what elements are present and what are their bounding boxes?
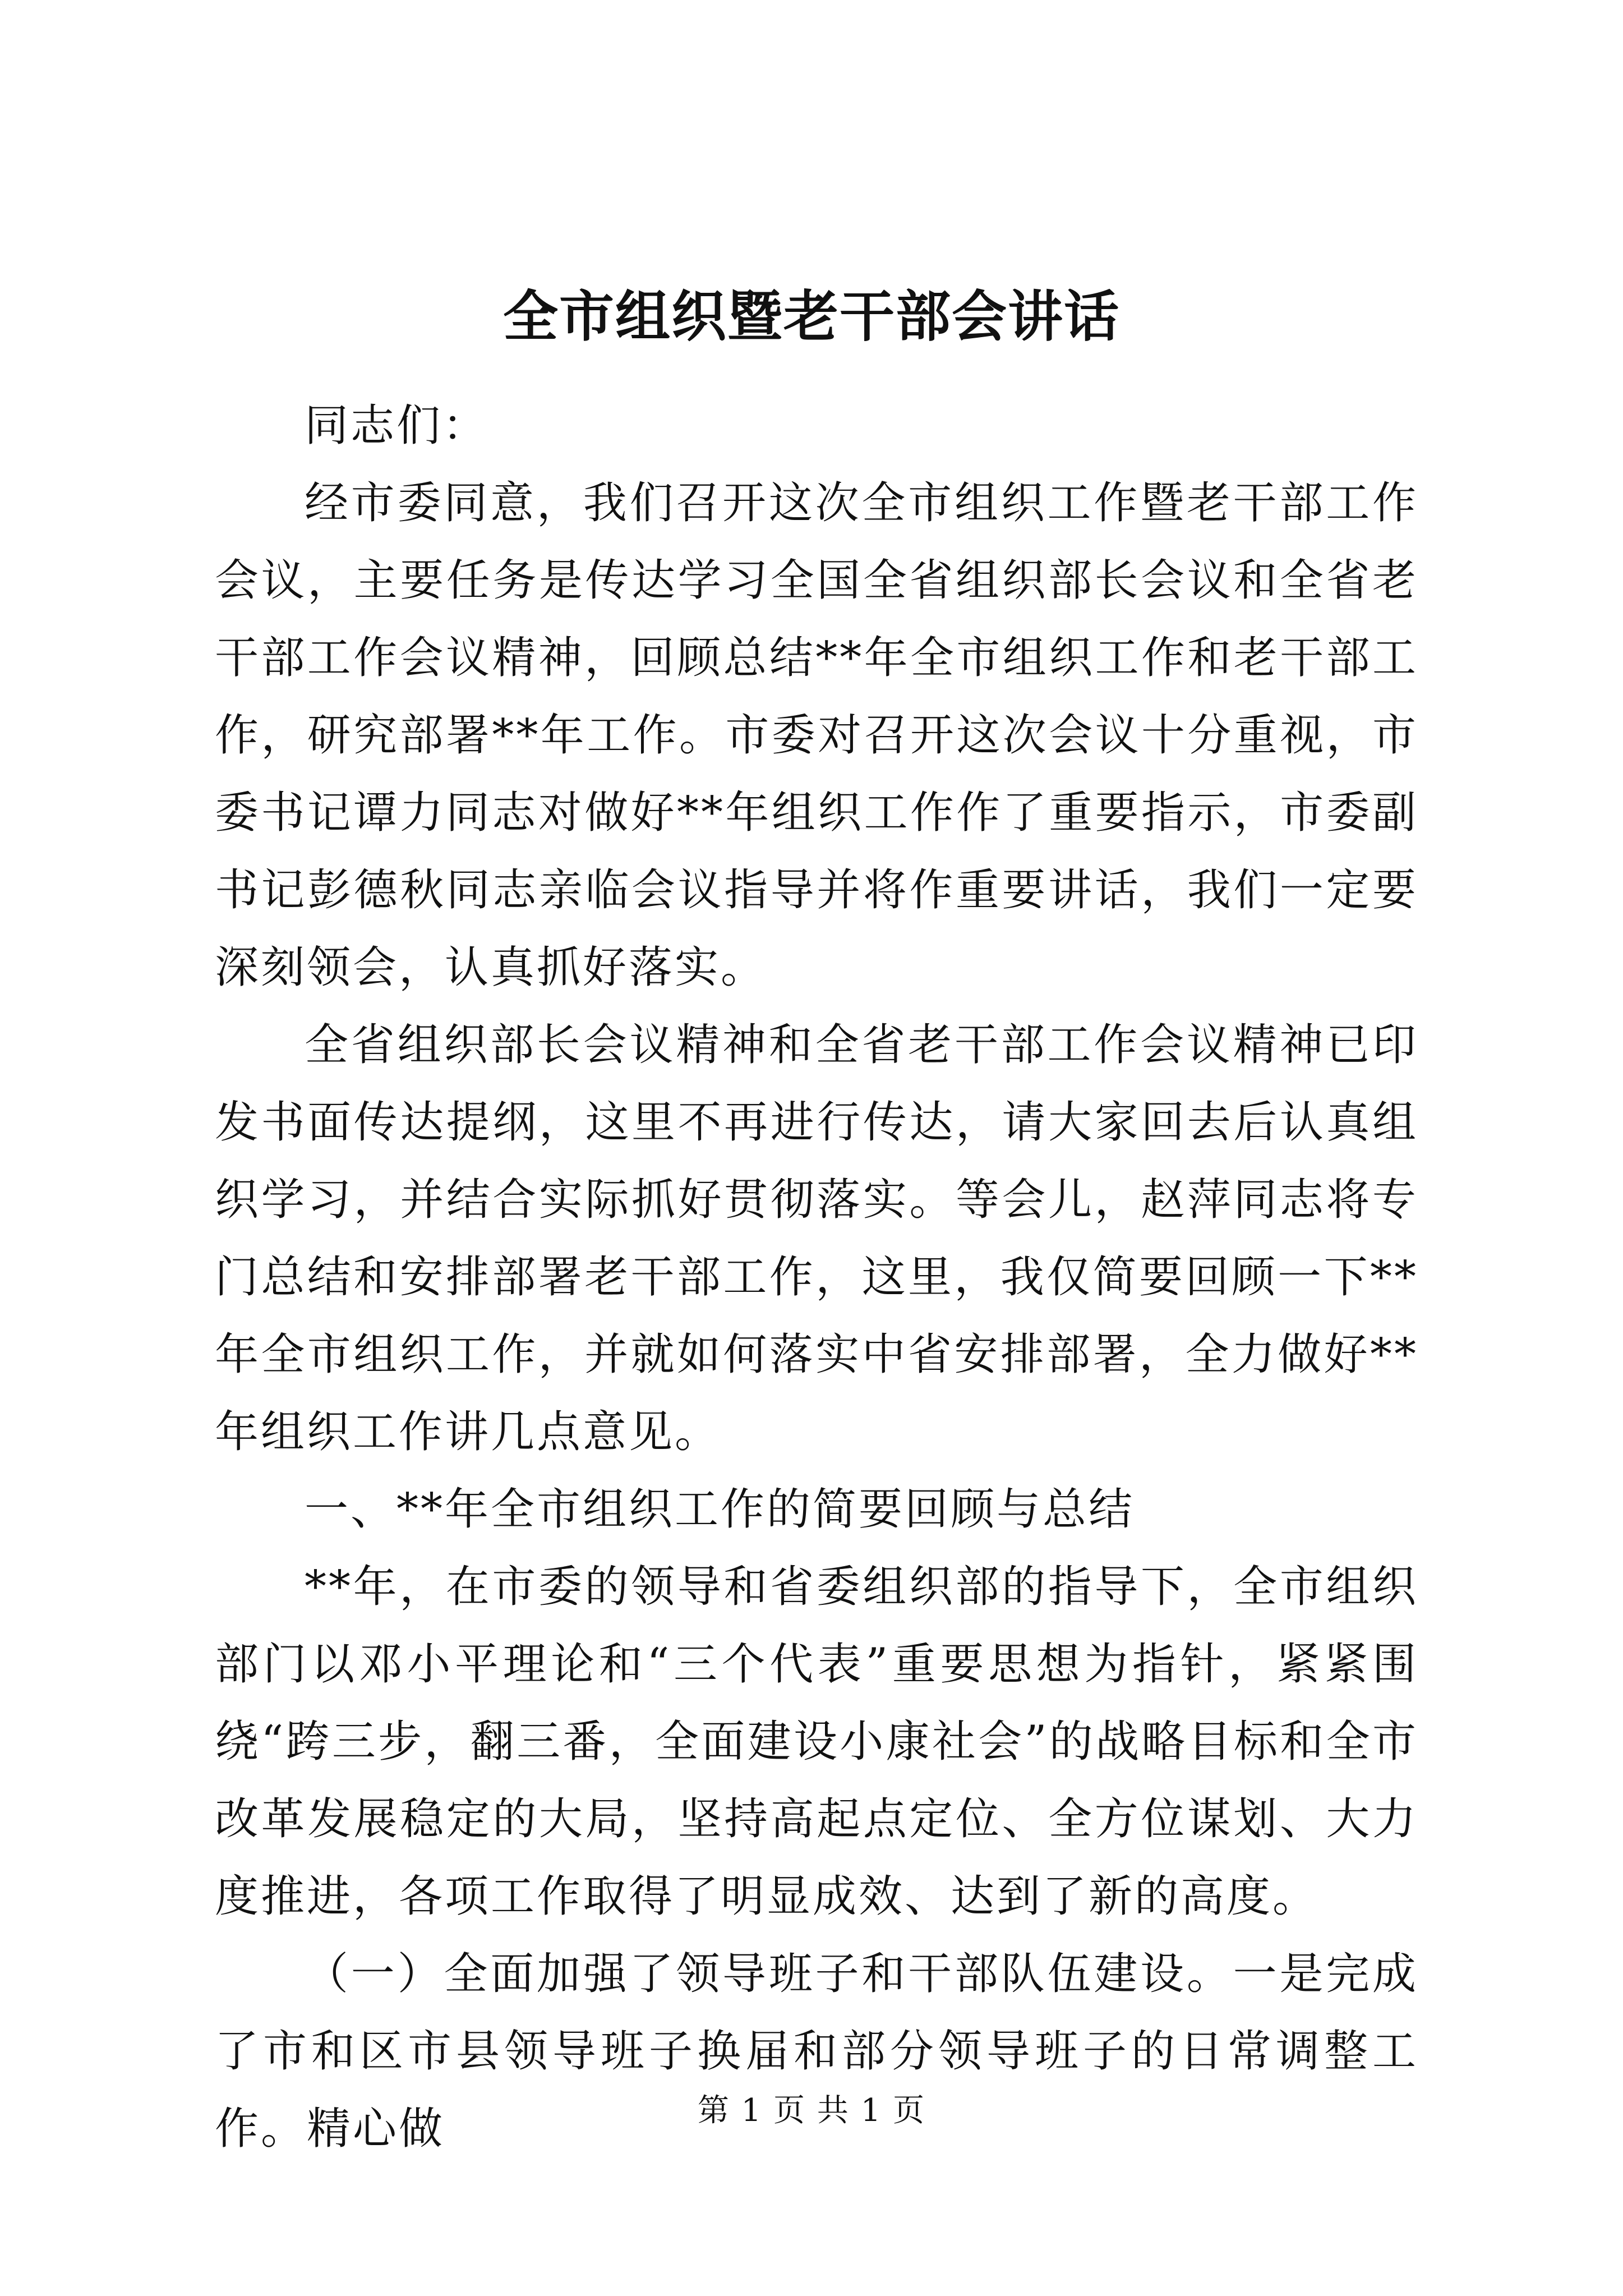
document-body [215, 387, 1418, 2168]
section-heading-review: 一、**年全市组织工作的简要回顾与总结 [305, 1484, 1135, 1535]
page-number-footer: 第 1 页 共 1 页 [697, 2092, 926, 2129]
document-title: 全市组织暨老干部会讲话 [502, 284, 1120, 349]
salutation: 同志们： [305, 401, 489, 451]
paragraph-leadership-building: （一）全面加强了领导班子和干部队伍建设。一是完成了市和区市县领导班子换届和部分领导班子的日常调整工作。精心做 [215, 1949, 1418, 2154]
paragraph-transmission: 全省组织部长会议精神和全省老干部工作会议精神已印发书面传达提纲，这里不再进行传达，请大家回去后认真组织学习，并结合实际抓好贯彻落实。等会儿，赵萍同志将专门总结和安排部署老干部工作，这里，我仅简要回顾一下**年全市组织工作，并就如何落实中省安排部署，全力做好**年组织工作讲几点意见。 [215, 1020, 1418, 1457]
paragraph-review-summary: **年，在市委的领导和省委组织部的指导下，全市组织部门以邓小平理论和“三个代表”重要思想为指针，紧紧围绕“跨三步，翻三番，全面建设小康社会”的战略目标和全市改革发展稳定的大局，坚持高起点定位、全方位谋划、大力度推进，各项工作取得了明显成效、达到了新的高度。 [215, 1562, 1418, 1922]
paragraph-intro: 经市委同意，我们召开这次全市组织工作暨老干部工作会议，主要任务是传达学习全国全省组织部长会议和全省老干部工作会议精神，回顾总结**年全市组织工作和老干部工作，研究部署**年工作。市委对召开这次会议十分重视，市委书记谭力同志对做好**年组织工作作了重要指示，市委副书记彭德秋同志亲临会议指导并将作重要讲话，我们一定要深刻领会，认真抓好落实。 [215, 478, 1418, 993]
